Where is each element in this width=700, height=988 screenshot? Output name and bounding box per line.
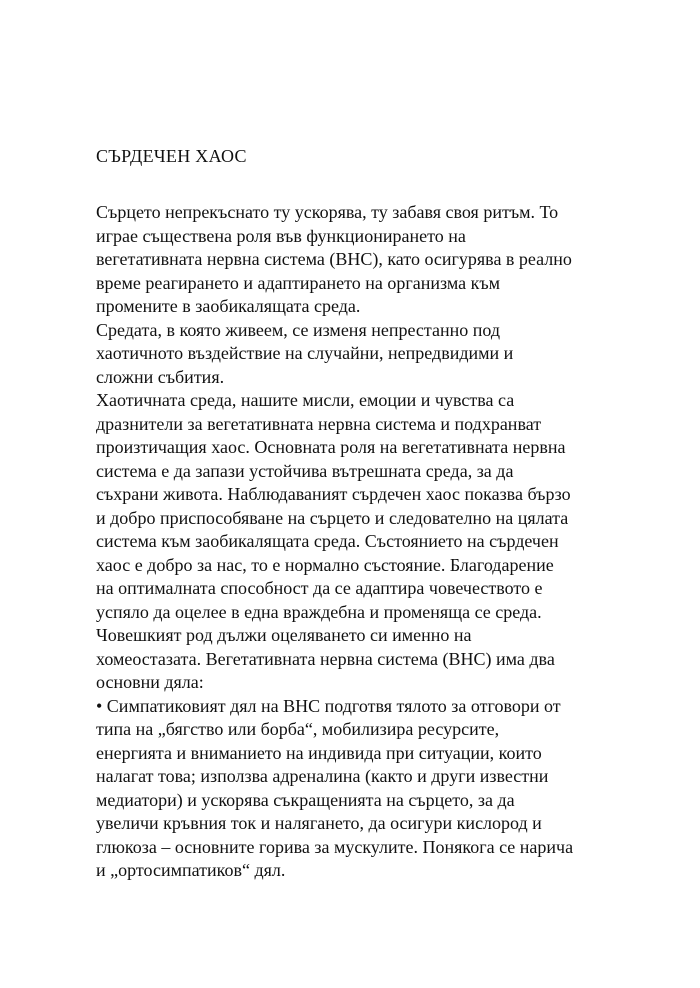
text-line: система към заобикалящата среда. Състоянието на сърдечен <box>96 531 559 551</box>
text-line: съхрани живота. Наблюдаваният сърдечен хаос показва бързо <box>96 484 571 504</box>
text-line: Средата, в която живеем, се изменя непрестанно под <box>96 319 501 340</box>
text-line: и „ортосимпатиков“ дял. <box>96 860 286 880</box>
text-line: основни дяла: <box>96 672 204 692</box>
text-line: хаос е добро за нас, то е нормално състояние. Благодарение <box>96 554 554 575</box>
text-line: глюкоза – основните горива за мускулите. Понякога се нарича <box>96 836 574 857</box>
text-line: увеличи кръвния ток и налягането, да осигури кислород и <box>96 813 542 833</box>
text-line: на оптималната способност да се адаптира човечеството е <box>96 578 543 598</box>
text-line: успяло да оцелее в една враждебна и променяща се среда. <box>96 601 542 622</box>
text-line: вегетативната нервна система (ВНС), като осигурява в реално <box>96 249 572 269</box>
document-body <box>96 201 656 883</box>
text-line: медиатори) и ускорява съкращенията на сърцето, за да <box>96 789 515 810</box>
text-line: Хаотичната среда, нашите мисли, емоции и чувства са <box>96 390 515 410</box>
text-line: Сърцето непрекъснато ту ускорява, ту забавя своя ритъм. То <box>96 202 559 222</box>
document-title: СЪРДЕЧЕН ХАОС <box>96 146 247 166</box>
text-line: произтичащия хаос. Основната роля на вегетативната нервна <box>96 437 566 457</box>
text-line: • Симпатиковият дял на ВНС подготвя тялото за отговори от <box>96 695 561 716</box>
text-line: система е да запази устойчива вътрешната среда, за да <box>96 460 514 481</box>
text-line: промените в заобикалящата среда. <box>96 296 361 316</box>
text-line: и добро приспособяване на сърцето и следователно на цялата <box>96 507 569 528</box>
text-line: сложни събития. <box>96 366 225 387</box>
text-line: дразнители за вегетативната нервна система и подхранват <box>96 413 542 434</box>
text-line: енергията и вниманието на индивида при ситуации, които <box>96 742 542 763</box>
text-line: време реагирането и адаптирането на организма към <box>96 272 501 293</box>
text-line: хаотичното въздействие на случайни, непредвидими и <box>96 343 514 363</box>
text-line: налагат това; използва адреналина (както и други известни <box>96 766 549 786</box>
text-line: типа на „бягство или борба“, мобилизира ресурсите, <box>96 719 500 739</box>
text-line: хомеостазата. Вегетативната нервна система (ВНС) има два <box>96 648 555 669</box>
text-line: играе съществена роля във функционирането на <box>96 225 466 246</box>
text-line: Човешкият род дължи оцеляването си именно на <box>96 625 472 645</box>
